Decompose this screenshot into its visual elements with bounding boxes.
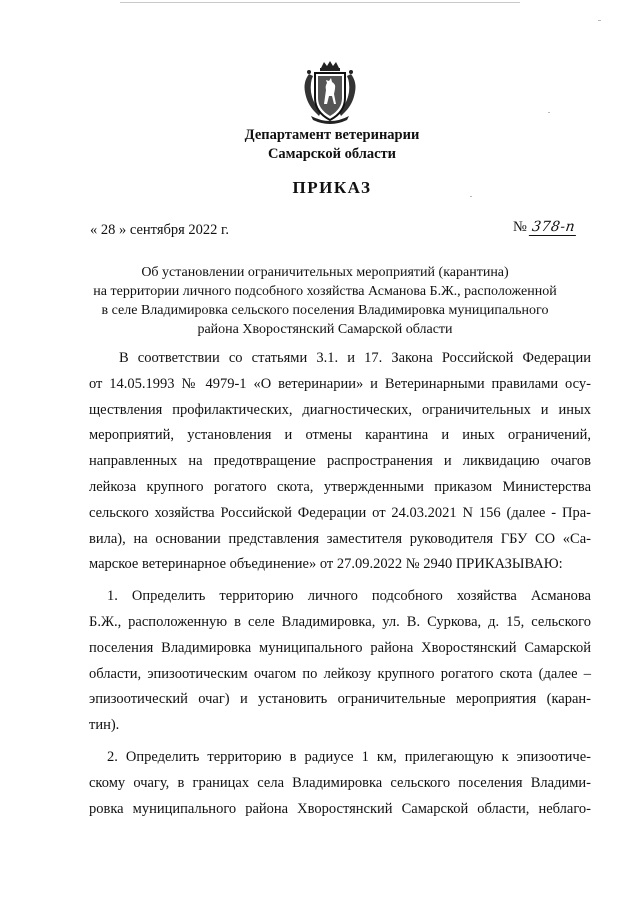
preamble-paragraph — [89, 346, 591, 578]
item-2-paragraph — [89, 745, 591, 822]
text-line: Б.Ж., расположенную в селе Владимировка, ул. В. Суркова, д. 15, сельского — [89, 613, 591, 630]
subject-line: в селе Владимировка сельского поселения Владимировка муниципального — [101, 303, 549, 318]
text-line: от 14.05.1993 № 4979-1 «О ветеринарии» и Ветеринарными правилами осу- — [89, 375, 591, 392]
scan-speck — [548, 112, 550, 113]
text-line: лейкоза крупного рогатого скота, утвержденными приказом Министерства — [89, 478, 591, 495]
text-line: марское ветеринарное объединение» от 27.09.2022 № 2940 ПРИКАЗЫВАЮ: — [89, 556, 563, 573]
item-1-paragraph — [89, 584, 591, 739]
department-name-line2: Самарской области — [267, 146, 397, 162]
scan-speck — [470, 196, 472, 197]
text-line: эпизоотический очаг) и установить ограничительные мероприятия (каран- — [89, 691, 591, 708]
scan-speck — [598, 20, 601, 21]
text-line: поселения Владимировка муниципального района Хворостянский Самарской — [89, 639, 591, 656]
subject-line: Об установлении ограничительных мероприятий (карантина) — [141, 265, 509, 280]
order-number-prefix: № — [513, 219, 527, 235]
text-line: ществления профилактических, диагностических, ограничительных и иных — [89, 401, 591, 418]
order-body — [89, 346, 591, 822]
text-line: сельского хозяйства Российской Федерации от 24.03.2021 N 156 (далее - Пра- — [89, 504, 591, 521]
text-line: 2. Определить территорию в радиусе 1 км, прилегающую к эпизоотиче- — [107, 748, 591, 765]
text-line: мероприятий, установления и отмены карантина и иных ограничений, — [89, 427, 591, 444]
order-number — [513, 219, 577, 236]
text-line: ровка муниципального района Хворостянский Самарской области, неблаго- — [89, 800, 591, 817]
subject-line: на территории личного подсобного хозяйства Асманова Б.Ж., расположенной — [93, 284, 557, 299]
text-line: направленных на предотвращение распространения и ликвидацию очагов — [89, 453, 591, 470]
scan-artifact-line — [120, 2, 520, 3]
order-title: ПРИКАЗ — [292, 178, 372, 197]
department-name-line1: Департамент ветеринарии — [244, 127, 420, 143]
text-line: вила), на основании представления заместителя руководителя ГБУ СО «Са- — [89, 530, 591, 547]
text-line: тин). — [89, 717, 120, 734]
text-line: В соответствии со статьями 3.1. и 17. Закона Российской Федерации — [119, 350, 591, 366]
order-date: « 28 » сентября 2022 г. — [90, 222, 229, 238]
subject-line: района Хворостянский Самарской области — [197, 322, 453, 337]
text-line: 1. Определить территорию личного подсобного хозяйства Асманова — [107, 588, 591, 605]
text-line: скому очагу, в границах села Владимировка сельского поселения Владими- — [89, 774, 591, 791]
text-line: области, эпизоотическим очагом по лейкозу крупного рогатого скота (далее – — [89, 665, 591, 682]
order-number-handwritten: 378-п — [529, 219, 578, 236]
samara-coat-of-arms-icon — [299, 60, 361, 126]
order-subject — [40, 263, 610, 339]
